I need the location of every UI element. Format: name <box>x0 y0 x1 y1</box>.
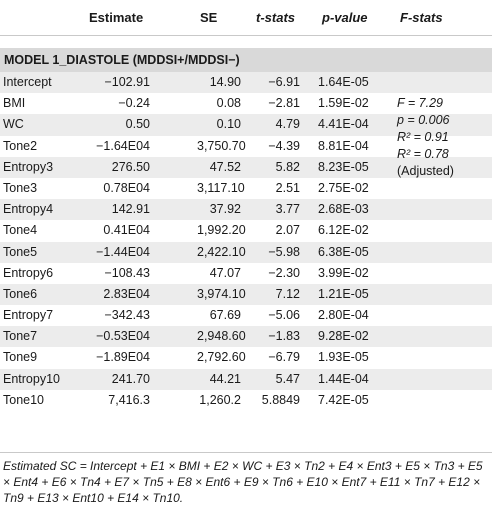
table-row <box>0 369 492 390</box>
t-stat-cell: −5.98 <box>268 244 300 259</box>
estimate-cell: 0.78E04 <box>103 180 150 195</box>
table-row <box>0 242 492 263</box>
bottom-divider <box>0 452 492 453</box>
header-t-stats: t-stats <box>256 10 296 25</box>
table-row <box>0 326 492 347</box>
row-name: Entropy4 <box>3 202 54 217</box>
p-value-cell: 1.59E-02 <box>318 96 369 111</box>
f-stats-column <box>397 95 454 180</box>
row-name: Entropy3 <box>3 159 54 174</box>
p-value-cell: 6.12E-02 <box>318 223 369 238</box>
t-stat-cell: 2.51 <box>275 180 300 195</box>
estimate-cell: 142.91 <box>111 202 150 217</box>
se-cell: 37.92 <box>209 202 241 217</box>
se-cell: 2,422.10 <box>197 244 246 259</box>
header-f-stats: F-stats <box>400 10 443 25</box>
t-stat-cell: 2.07 <box>275 223 300 238</box>
p-value-cell: 1.93E-05 <box>318 350 369 365</box>
estimate-cell: 2.83E04 <box>103 286 150 301</box>
row-name: Tone10 <box>3 392 45 407</box>
row-name: Tone4 <box>3 223 38 238</box>
adjusted-label: (Adjusted) <box>397 164 454 178</box>
p-value-cell: 6.38E-05 <box>318 244 369 259</box>
t-stat-cell: −5.06 <box>268 308 300 323</box>
r-squared-adjusted: R² = 0.78 <box>397 147 449 161</box>
se-cell: 47.52 <box>209 159 241 174</box>
p-value-cell: 9.28E-02 <box>318 329 369 344</box>
t-stat-cell: −6.79 <box>268 350 300 365</box>
se-cell: 2,792.60 <box>197 350 246 365</box>
estimate-cell: 241.70 <box>111 371 150 386</box>
estimate-cell: −1.44E04 <box>96 244 150 259</box>
table-row <box>0 220 492 241</box>
se-cell: 2,948.60 <box>197 329 246 344</box>
table-row <box>0 199 492 220</box>
se-cell: 14.90 <box>209 75 241 89</box>
se-cell: 44.21 <box>209 371 241 386</box>
t-stat-cell: 5.82 <box>275 159 300 174</box>
se-cell: 1,260.2 <box>199 392 241 407</box>
row-name: Tone5 <box>3 244 38 259</box>
row-name: Intercept <box>3 75 52 89</box>
t-stat-cell: 7.12 <box>275 286 300 301</box>
se-cell: 3,750.70 <box>197 138 246 153</box>
regression-formula: Estimated SC = Intercept + E1 × BMI + E2 × WC + E3 × Tn2 + E4 × Ent3 + E5 × Tn3 + E5 × Ent4 + E6 × Tn4 + E7 × Tn5 + E8 × Ent6 + E9 × Tn6 + E10 × Ent7 + E11 × Tn7 + E12 × Tn9 + E13 × Ent10 + E14 × Tn10. <box>3 459 483 505</box>
t-stat-cell: −1.83 <box>268 329 300 344</box>
row-name: WC <box>3 117 24 132</box>
row-name: Tone2 <box>3 138 38 153</box>
row-name: Entropy7 <box>3 308 54 323</box>
t-stat-cell: 3.77 <box>275 202 300 217</box>
row-name: BMI <box>3 96 26 111</box>
se-cell: 3,117.10 <box>197 180 245 195</box>
p-value-cell: 8.81E-04 <box>318 138 369 153</box>
estimate-cell: −1.64E04 <box>96 138 150 153</box>
estimate-cell: −0.24 <box>118 96 150 111</box>
t-stat-cell: 5.8849 <box>261 392 300 407</box>
row-name: Tone3 <box>3 180 38 195</box>
p-value-cell: 2.80E-04 <box>318 308 369 323</box>
model-title: MODEL 1_DIASTOLE (MDDSI+/MDDSI−) <box>0 48 492 72</box>
r-squared: R² = 0.91 <box>397 130 449 144</box>
t-stat-cell: 5.47 <box>275 371 300 386</box>
row-name: Tone6 <box>3 286 38 301</box>
t-stat-cell: −4.39 <box>268 138 300 153</box>
table-header <box>0 0 492 35</box>
table-row <box>0 305 492 326</box>
t-stat-cell: −6.91 <box>268 75 300 89</box>
p-value-cell: 1.64E-05 <box>318 75 369 89</box>
header-estimate: Estimate <box>89 10 144 25</box>
se-cell: 3,974.10 <box>197 286 246 301</box>
row-name: Tone9 <box>3 350 38 365</box>
estimate-cell: −1.89E04 <box>96 350 150 365</box>
header-se: SE <box>200 10 218 25</box>
p-value-cell: 1.21E-05 <box>318 286 369 301</box>
p-value-cell: 8.23E-05 <box>318 159 369 174</box>
table-row <box>0 390 492 411</box>
p-value-cell: 2.68E-03 <box>318 202 369 217</box>
table-row <box>0 72 492 93</box>
table-row <box>0 347 492 368</box>
t-stat-cell: −2.81 <box>268 96 300 111</box>
estimate-cell: −342.43 <box>104 308 150 323</box>
p-value-cell: 4.41E-04 <box>318 117 369 132</box>
row-name: Entropy6 <box>3 265 54 280</box>
se-cell: 1,992.20 <box>197 223 246 238</box>
t-stat-cell: 4.79 <box>275 117 300 132</box>
se-cell: 0.10 <box>216 117 241 132</box>
estimate-cell: 7,416.3 <box>108 392 150 407</box>
p-value-cell: 1.44E-04 <box>318 371 369 386</box>
p-value-cell: 7.42E-05 <box>318 392 369 407</box>
p-value-cell: 2.75E-02 <box>318 180 369 195</box>
estimate-cell: −0.53E04 <box>96 329 150 344</box>
header-p-value: p-value <box>322 10 368 25</box>
row-name: Tone7 <box>3 329 38 344</box>
estimate-cell: 0.41E04 <box>103 223 150 238</box>
table-row <box>0 263 492 284</box>
p-value-cell: 3.99E-02 <box>318 265 369 280</box>
estimate-cell: −102.91 <box>104 75 150 89</box>
f-value: F = 7.29 <box>397 96 443 110</box>
estimate-cell: 276.50 <box>111 159 150 174</box>
se-cell: 0.08 <box>216 96 241 111</box>
row-name: Entropy10 <box>3 371 60 386</box>
estimate-cell: −108.43 <box>104 265 150 280</box>
table-row <box>0 284 492 305</box>
se-cell: 47.07 <box>209 265 241 280</box>
t-stat-cell: −2.30 <box>268 265 300 280</box>
p-value-overall: p = 0.006 <box>397 113 450 127</box>
se-cell: 67.69 <box>209 308 241 323</box>
estimate-cell: 0.50 <box>125 117 150 132</box>
table-row <box>0 178 492 199</box>
